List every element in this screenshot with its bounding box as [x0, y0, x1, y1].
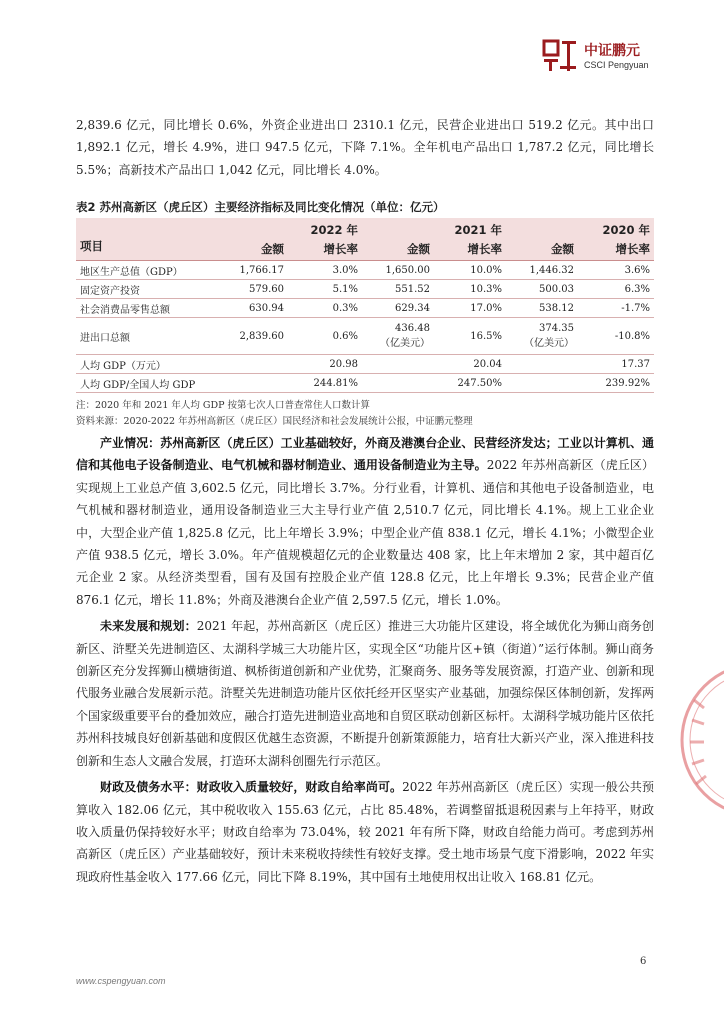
cell-amount-2022 — [216, 374, 288, 393]
cell-amount-2021: 629.34 — [362, 299, 434, 318]
cell-growth-2020: 17.37 — [578, 355, 654, 374]
cell-growth-2021: 247.50% — [434, 374, 506, 393]
cell-growth-2020: -10.8% — [578, 318, 654, 355]
intro-paragraph: 2,839.6 亿元，同比增长 0.6%，外资企业进出口 2310.1 亿元，民营企业进出口 519.2 亿元。其中出口 1,892.1 亿元，增长 4.9%，进口 947.5 亿元，下降 7.1%。全年机电产品出口 1,787.2 亿元，同比增长 5.5%；高新技术产品出口 1,042 亿元，同比增长 4.0%。 — [76, 118, 654, 177]
row-item: 进出口总额 — [76, 318, 216, 355]
page-number: 6 — [640, 956, 647, 967]
cell-amount-2020-unit: （亿美元） — [524, 338, 575, 349]
economic-indicators-table — [76, 218, 654, 393]
cell-amount-2022: 630.94 — [216, 299, 288, 318]
cell-growth-2022: 3.0% — [288, 261, 362, 280]
header-year-2020: 2020 年 — [506, 218, 654, 238]
table-title: 表2 苏州高新区（虎丘区）主要经济指标及同比变化情况（单位：亿元） — [76, 200, 445, 214]
cell-amount-2022: 2,839.60 — [216, 318, 288, 355]
cell-growth-2022: 20.98 — [288, 355, 362, 374]
row-item: 人均 GDP（万元） — [76, 355, 216, 374]
cell-amount-2022: 1,766.17 — [216, 261, 288, 280]
cell-amount-2021-value: 436.48 — [395, 323, 431, 334]
header-item — [76, 218, 216, 238]
table-header-row-sub — [76, 238, 654, 261]
section-industry-text: 2022 年苏州高新区（虎丘区）实现规上工业总产值 3,602.5 亿元，同比增长 3.7%。分行业看，计算机、通信和其他电子设备制造业，电气机械和器材制造业，通用设备制造业三大主导行业产值 2,510.7 亿元，同比增长 4.1%。规上工业企业中，大型企业产值 1,825.8 亿元，比上年增长 3.9%；中型企业产值 838.1 亿元，增长 4.1%；小微型企业产值 938.5 亿元，增长 3.0%。年产值规模超亿元的企业数量达 408 家，比上年末增加 2 家，其中超百亿元企业 2 家。从经济类型看，国有及国有控股企业产值 128.8 亿元，比上年增长 9.3%；民营企业产值 876.1 亿元，增长 11.8%；外商及港澳台企业产值 2,597.5 亿元，增长 1.0%。 — [76, 458, 654, 607]
cell-amount-2021 — [362, 355, 434, 374]
cell-amount-2020 — [506, 355, 578, 374]
cell-amount-2020-value: 374.35 — [539, 323, 575, 334]
header-growth-2020: 增长率 — [578, 238, 654, 261]
cell-growth-2021: 10.3% — [434, 280, 506, 299]
header-year-2022: 2022 年 — [216, 218, 362, 238]
cell-growth-2020: 6.3% — [578, 280, 654, 299]
cell-growth-2021: 10.0% — [434, 261, 506, 280]
cell-growth-2021: 20.04 — [434, 355, 506, 374]
cell-amount-2022: 579.60 — [216, 280, 288, 299]
table-row — [76, 261, 654, 280]
brand-logo-icon — [542, 38, 578, 74]
body-sections — [76, 432, 654, 888]
header-amount-2020: 金额 — [506, 238, 578, 261]
section-finance — [76, 776, 654, 888]
cell-amount-2020: 538.12 — [506, 299, 578, 318]
header-growth-2022: 增长率 — [288, 238, 362, 261]
cell-growth-2022: 0.6% — [288, 318, 362, 355]
cell-growth-2020: -1.7% — [578, 299, 654, 318]
table-row — [76, 299, 654, 318]
cell-growth-2022: 244.81% — [288, 374, 362, 393]
row-item: 固定资产投资 — [76, 280, 216, 299]
cell-amount-2021: 1,650.00 — [362, 261, 434, 280]
header-year-2021: 2021 年 — [362, 218, 506, 238]
header-item-label: 项目 — [76, 238, 216, 261]
table-row — [76, 374, 654, 393]
cell-growth-2020: 239.92% — [578, 374, 654, 393]
cell-amount-2021 — [362, 374, 434, 393]
row-item: 人均 GDP/全国人均 GDP — [76, 374, 216, 393]
row-item: 地区生产总值（GDP） — [76, 261, 216, 280]
table-row — [76, 318, 654, 355]
table-header-row-years — [76, 218, 654, 238]
table-source: 资料来源：2020-2022 年苏州高新区（虎丘区）国民经济和社会发展统计公报，中证鹏元整理 — [76, 416, 473, 427]
section-plan — [76, 615, 654, 772]
row-item: 社会消费品零售总额 — [76, 299, 216, 318]
table-row — [76, 280, 654, 299]
cell-growth-2021: 16.5% — [434, 318, 506, 355]
table-row — [76, 355, 654, 374]
section-industry — [76, 432, 654, 611]
footer-url[interactable]: www.cspengyuan.com — [76, 976, 166, 986]
header-growth-2021: 增长率 — [434, 238, 506, 261]
section-finance-heading: 财政及债务水平：财政收入质量较好，财政自给率尚可。 — [100, 780, 403, 795]
table-notes — [76, 398, 473, 430]
brand-logo — [542, 38, 682, 74]
cell-amount-2021-unit: （亿美元） — [380, 338, 431, 349]
table-note: 注：2020 年和 2021 年人均 GDP 按第七次人口普查常住人口数计算 — [76, 400, 371, 411]
cell-growth-2021: 17.0% — [434, 299, 506, 318]
brand-name-en: CSCI Pengyuan — [584, 60, 649, 70]
cell-amount-2022 — [216, 355, 288, 374]
section-finance-text: 2022 年苏州高新区（虎丘区）实现一般公共预算收入 182.06 亿元，其中税收收入 155.63 亿元，占比 85.48%，若调整留抵退税因素与上年持平，财政收入质量仍保持较好水平；财政自给率为 73.04%，较 2021 年有所下降，财政自给能力尚可。考虑到苏州高新区（虎丘区）产业基础较好，预计未来税收持续性有较好支撑。受土地市场景气度下滑影响，2022 年实现政府性基金收入 177.66 亿元，同比下降 8.19%，其中国有土地使用权出让收入 168.81 亿元。 — [76, 780, 654, 884]
brand-name-cn: 中证鹏元 — [584, 43, 640, 59]
header-amount-2021: 金额 — [362, 238, 434, 261]
cell-amount-2021: 551.52 — [362, 280, 434, 299]
cell-growth-2022: 0.3% — [288, 299, 362, 318]
cell-amount-2020 — [506, 374, 578, 393]
header-amount-2022: 金额 — [216, 238, 288, 261]
cell-amount-2020 — [506, 318, 578, 355]
seal-stamp-graphic — [676, 660, 724, 820]
cell-amount-2020: 500.03 — [506, 280, 578, 299]
section-industry-heading: 产业情况：苏州高新区（虎丘区）工业基础较好，外商及港澳台企业、民营经济发达；工业以计算机、通信和其他电子设备制造业、电气机械和器材制造业、通用设备制造业为主导。 — [76, 436, 654, 473]
cell-growth-2022: 5.1% — [288, 280, 362, 299]
seal-stamp — [676, 660, 724, 820]
cell-growth-2020: 3.6% — [578, 261, 654, 280]
cell-amount-2021 — [362, 318, 434, 355]
cell-amount-2020: 1,446.32 — [506, 261, 578, 280]
section-plan-text: 2021 年起，苏州高新区（虎丘区）推进三大功能片区建设，将全域优化为狮山商务创新区、浒墅关先进制造区、太湖科学城三大功能片区，实现全区“功能片区+镇（街道）”运行体制。狮山商务创新区充分发挥狮山横塘街道、枫桥街道创新和产业优势，汇聚商务、服务等发展资源，打造产业、创新和现代服务业融合发展新示范。浒墅关先进制造功能片区依托经开区坚实产业基础，加强综保区体制创新，发挥两个国家级重要平台的叠加效应，融合打造先进制造业高地和自贸区联动创新区标杆。太湖科学城功能片区依托苏州科技城良好创新基础和度假区优越生态资源，不断提升创新策源能力，培育壮大新兴产业，深入推进科技创新和生态人文融合发展，打造环太湖科创圈先行示范区。 — [76, 619, 654, 768]
section-plan-heading: 未来发展和规划： — [100, 619, 197, 634]
